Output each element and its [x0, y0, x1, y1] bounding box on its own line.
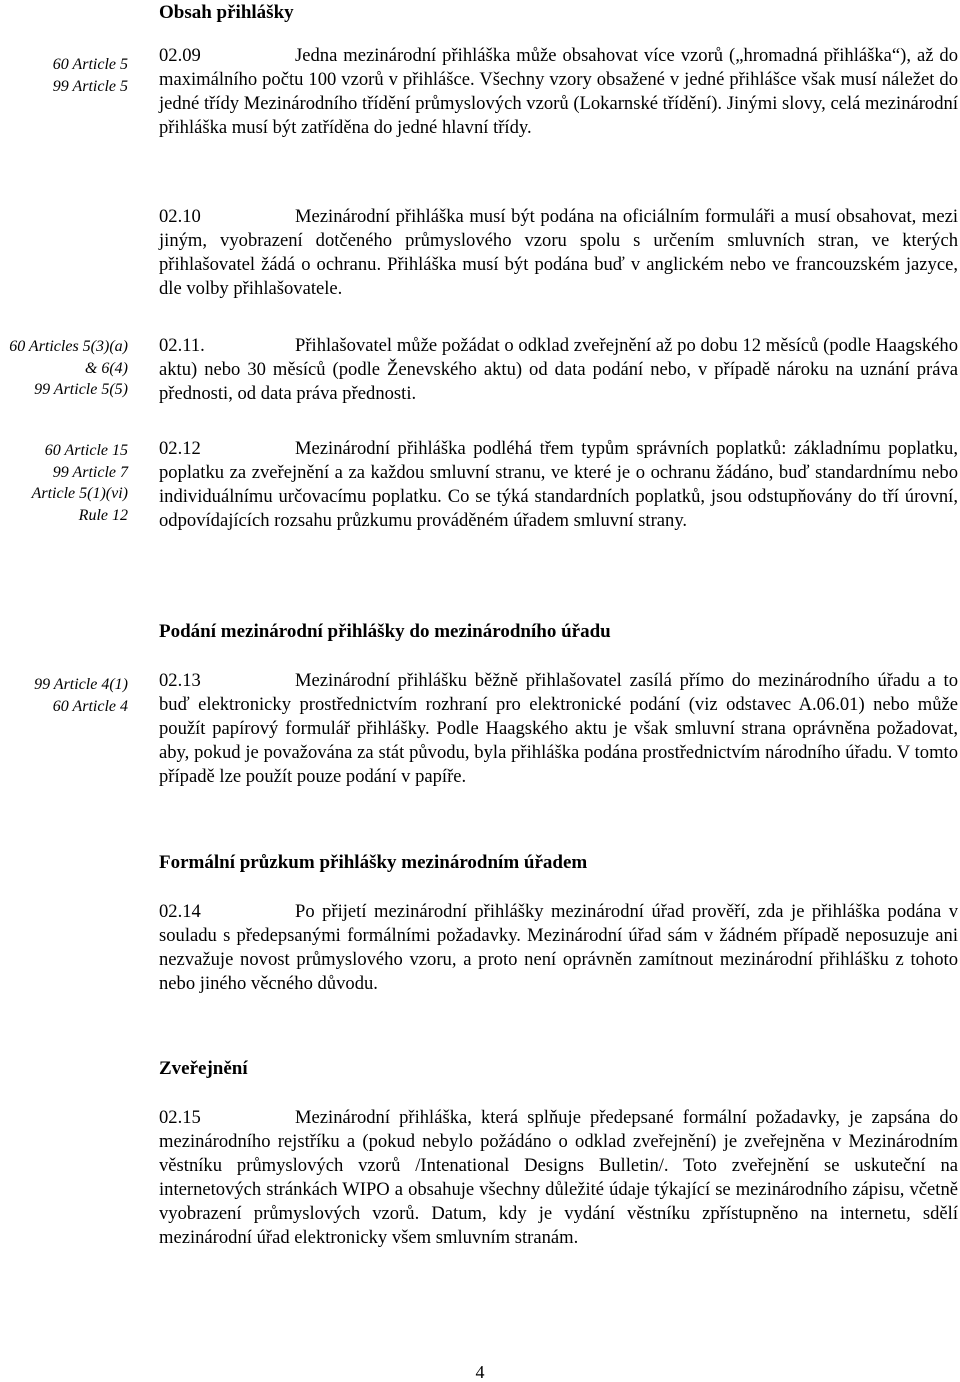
paragraph-text: Mezinárodní přihláška musí být podána na oficiálním formuláři a musí obsahovat, mezi jiným, vyobrazení dotčeného průmyslového vzoru spolu s určením smluvních stran, ve kterých přihlašovatel žádá o ochranu. Přihláška musí být podána buď v anglickém nebo ve francouzském jazyce, dle volby přihlašovatele. — [159, 206, 958, 299]
paragraph-02-12 — [159, 437, 958, 533]
paragraph-02-13 — [159, 669, 958, 789]
margin-reference-line: & 6(4) — [84, 359, 128, 377]
section-heading-contents: Obsah přihlášky — [159, 2, 294, 23]
paragraph-number: 02.10 — [159, 206, 201, 227]
section-heading-publication: Zveřejnění — [159, 1058, 248, 1079]
section-heading-formal-examination: Formální průzkum přihlášky mezinárodním úřadem — [159, 852, 588, 873]
paragraph-text: Jedna mezinárodní přihláška může obsahovat více vzorů („hromadná přihláška“), až do maximálního počtu 100 vzorů v přihlášce. Všechny vzory obsažené v jedné přihlášce však musí náležet do jedné třídy Mezinárodního třídění průmyslových vzorů (Lokarnské třídění). Jinými slovy, celá mezinárodní přihláška musí být zatříděna do jedné hlavní třídy. — [159, 45, 958, 138]
paragraph-text: Po přijetí mezinárodní přihlášky mezinárodní úřad prověří, zda je přihláška podána v souladu s předepsanými formálními požadavky. Mezinárodní úřad sám v žádném případě neposuzuje ani nezvažuje novost průmyslového vzoru, a proto není oprávněn zamítnout mezinárodní přihlášku z tohoto nebo jiného věcného důvodu. — [159, 901, 958, 994]
paragraph-number: 02.15 — [159, 1107, 201, 1128]
section-heading-filing: Podání mezinárodní přihlášky do mezinárodního úřadu — [159, 621, 611, 642]
paragraph-number: 02.11. — [159, 335, 205, 356]
paragraph-number: 02.13 — [159, 670, 201, 691]
paragraph-02-09 — [159, 44, 958, 140]
paragraph-number: 02.12 — [159, 438, 201, 459]
margin-reference — [32, 440, 128, 526]
margin-reference-line: 60 Article 5 — [52, 56, 128, 73]
margin-reference-line: Article 5(1)(vi) — [31, 485, 128, 502]
paragraph-02-15 — [159, 1106, 958, 1249]
page-number: 4 — [475, 1362, 485, 1382]
margin-reference-line: 60 Article 4 — [52, 697, 128, 715]
paragraph-02-11 — [159, 334, 958, 406]
margin-reference-line: 99 Article 4(1) — [34, 676, 128, 693]
margin-reference — [34, 674, 128, 717]
margin-reference-line: 60 Article 15 — [44, 442, 128, 459]
paragraph-02-14 — [159, 900, 958, 996]
paragraph-text: Přihlašovatel může požádat o odklad zveřejnění až po dobu 12 měsíců (podle Haagského aktu) nebo 30 měsíců (podle Ženevského aktu) od data podání nebo, v případě nároku na uznání práva přednosti, od data práva přednosti. — [159, 335, 958, 404]
paragraph-number: 02.14 — [159, 901, 201, 922]
margin-reference-line: 99 Article 7 — [52, 463, 128, 481]
margin-reference-line: 99 Article 5(5) — [34, 381, 128, 398]
margin-reference-line: Rule 12 — [78, 506, 128, 524]
margin-reference — [53, 54, 128, 97]
paragraph-number: 02.09 — [159, 45, 201, 66]
margin-reference-line: 60 Articles 5(3)(a) — [9, 338, 128, 355]
margin-reference-line: 99 Article 5 — [52, 77, 128, 95]
paragraph-text: Mezinárodní přihlášku běžně přihlašovatel zasílá přímo do mezinárodního úřadu a to buď elektronicky prostřednictvím rozhraní pro elektronické podání (viz odstavec A.06.01) nebo může použít papírový formulář přihlášky. Podle Haagského aktu je však smluvní strana oprávněna požadovat, aby, pokud je považována za stát původu, byla přihláška podána prostřednictvím národního úřadu. V tomto případě lze použít pouze podání v papíře. — [159, 670, 958, 787]
paragraph-02-10 — [159, 205, 958, 301]
margin-reference — [9, 336, 128, 401]
paragraph-text: Mezinárodní přihláška, která splňuje předepsané formální požadavky, je zapsána do mezinárodního rejstříku a (pokud nebylo požádáno o odklad zveřejnění) je zveřejněna v Mezinárodním věstníku průmyslových vzorů /Intenational Designs Bulletin/. Toto zveřejnění se uskuteční na internetových stránkách WIPO a obsahuje všechny důležité údaje týkající se mezinárodního zápisu, včetně vyobrazení průmyslových vzorů. Datum, kdy je vydání věstníku zpřístupněno na internetu, sdělí mezinárodní úřad elektronicky všem smluvním stranám. — [159, 1107, 958, 1248]
paragraph-text: Mezinárodní přihláška podléhá třem typům správních poplatků: základnímu poplatku, poplatku za zveřejnění a za každou smluvní stranu, ve které je o ochranu žádáno, buď standardnímu nebo individuálnímu určovacímu poplatku. Co se týká standardních poplatků, jsou odstupňovány do tří úrovní, odpovídajících rozsahu průzkumu prováděném úřadem smluvní strany. — [159, 438, 958, 531]
